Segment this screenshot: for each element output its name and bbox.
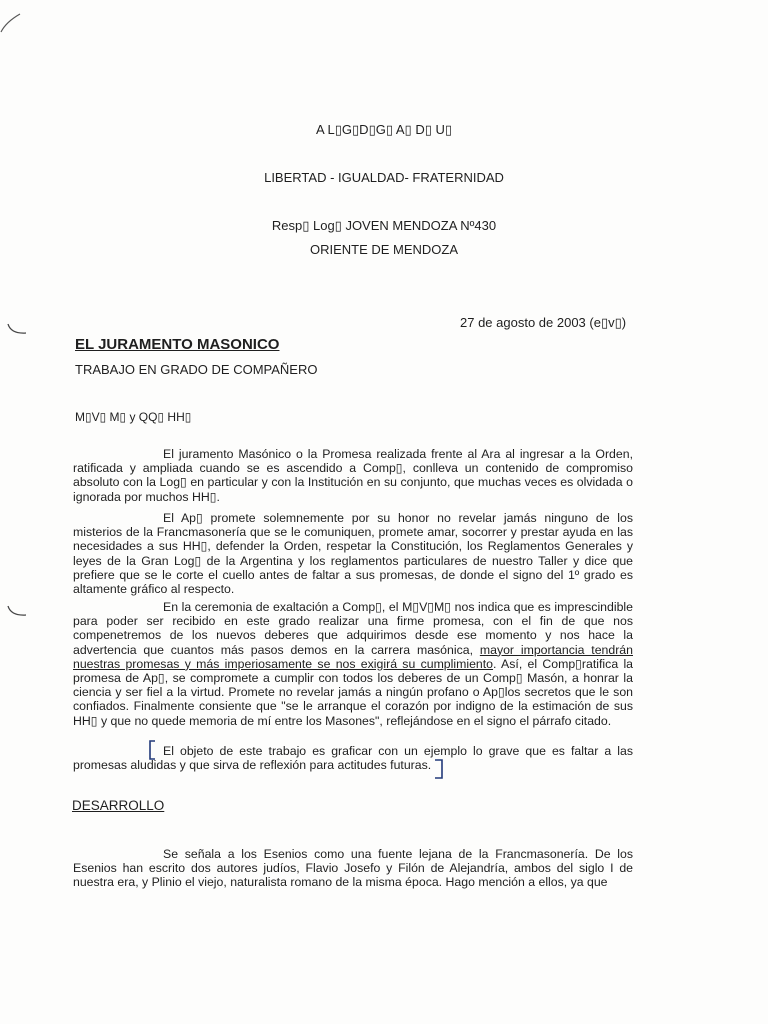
document-date: 27 de agosto de 2003 (e▯v▯) <box>460 315 627 330</box>
paragraph-5: Se señala a los Esenios como una fuente lejana de la Francmasonería. De los Esenios han escrito dos autores judíos, Flavio Josefo y Filón de Alejandría, ambos del siglo I de nuestra era, y Plinio el viejo, naturalista romano de la misma época. Hago mención a ellos, ya que <box>73 847 633 890</box>
punch-hole-mark-lower <box>6 604 28 618</box>
paragraph-2: El Ap▯ promete solemnemente por su honor no revelar jamás ninguno de los misterios de la Francmasonería que se le comuniquen, promete amar, socorrer y prestar ayuda en las necesidades a sus HH▯, defender la Orden, respetar la Constitución, los Reglamentos Generales y leyes de la Gran Log▯ de la Argentina y los reglamentos particulares de nuestro Taller y dice que prefiere que se le corte el cuello antes de faltar a sus promesas, de donde el signo del 1º grado es altamente gráfico al respecto. <box>73 511 633 597</box>
paragraph-3-underlined: mayor importancia tendrán nuestras promesas y más imperiosamente se nos exigirá su cumplimiento <box>73 642 633 671</box>
document-title: EL JURAMENTO MASONICO <box>75 336 280 353</box>
header-motto: LIBERTAD - IGUALDAD- FRATERNIDAD <box>264 170 504 185</box>
paragraph-4: El objeto de este trabajo es graficar con un ejemplo lo grave que es faltar a las promesas aludidas y que sirva de reflexión para actitudes futuras. <box>73 744 633 773</box>
document-subtitle: TRABAJO EN GRADO DE COMPAÑERO <box>75 362 318 377</box>
punch-hole-mark-upper <box>6 322 28 336</box>
paragraph-3-part-b: . Así, el Comp▯ratifica la promesa de Ap▯, se compromete a cumplir con todos los deberes de un Comp▯ Masón, a honrar la ciencia y ser fiel a la virtud. Promete no revelar jamás a ningún profano o Ap▯los secretos que le son confiados. Finalmente consiente que "se le arranque el corazón por indigno de la estimación de sus HH▯ y que no quede memoria de mí entre los Masones", reflejándose en el signo el párrafo citado. <box>73 656 634 728</box>
header-lodge-name: Resp▯ Log▯ JOVEN MENDOZA Nº430 <box>271 218 497 233</box>
salutation: M▯V▯ M▯ y QQ▯ HH▯ <box>75 410 192 424</box>
section-heading-desarrollo: DESARROLLO <box>72 798 165 813</box>
scan-mark-top-left <box>0 10 22 34</box>
header-line-1: A L▯G▯D▯G▯ A▯ D▯ U▯ <box>315 122 453 137</box>
header-orient: ORIENTE DE MENDOZA <box>309 242 459 257</box>
paragraph-3 <box>73 600 633 728</box>
paragraph-3-part-a: En la ceremonia de exaltación a Comp▯, el M▯V▯M▯ nos indica que es imprescindible para poder ser recibido en este grado realizar una firme promesa, con el fin de que nos compenetremos de los nuevos deberes que adquirimos desde ese momento y nos hace la advertencia que cuantos más pasos demos en la carrera masónica, <box>73 600 633 657</box>
paragraph-1: El juramento Masónico o la Promesa realizada frente al Ara al ingresar a la Orden, ratificada y ampliada cuando se es ascendido a Comp▯, conlleva un contenido de compromiso absoluto con la Log▯ en particular y con la Institución en su conjunto, que muchas veces es olvidada o ignorada por muchos HH▯. <box>73 447 633 504</box>
bracket-close-mark <box>433 758 445 780</box>
